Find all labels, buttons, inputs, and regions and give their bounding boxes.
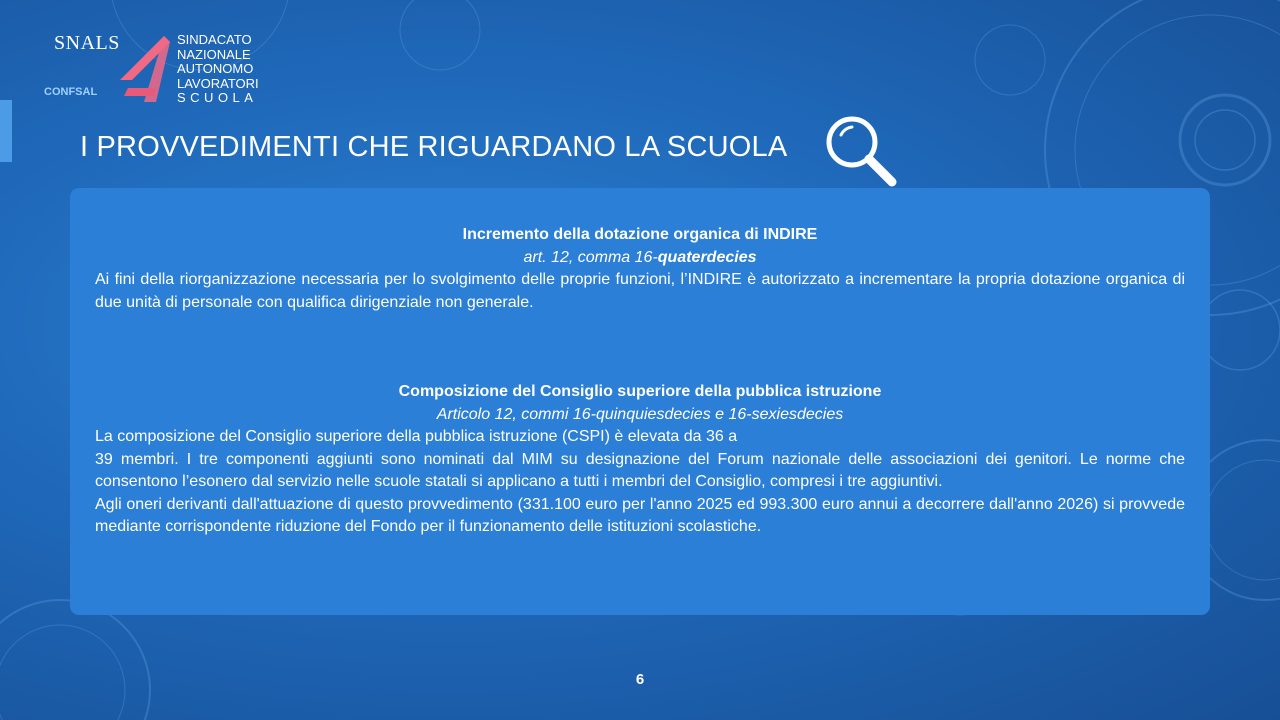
logo-line: LAVORATORI: [177, 75, 259, 91]
search-icon: [822, 112, 898, 188]
section-title: Incremento della dotazione organica di INDIRE: [462, 226, 818, 243]
section-paragraph: 39 membri. I tre componenti aggiunti sono nominati dal MIM su designazione del Forum nazionale delle associazioni dei genitori. Le norme che consentono l’esonero dal servizio nelle scuole statali si applicano a tutti i membri del Consiglio, compresi i tre aggiuntivi.: [95, 450, 1185, 490]
subtitle-prefix: art. 12, comma 16-: [523, 248, 658, 266]
content-panel: [70, 188, 1210, 615]
page-title: I PROVVEDIMENTI CHE RIGUARDANO LA SCUOLA: [80, 131, 788, 163]
logo-mark: [112, 32, 182, 102]
logo-line: SCUOLA: [177, 90, 258, 105]
section-paragraph: Agli oneri derivanti dall'attuazione di questo provvedimento (331.100 euro per l'anno 2025 ed 993.300 euro annui a decorrere dall'anno 2026) si provvede mediante corrispondente riduzione del Fondo per il funzionamento delle istituzioni scolastiche.: [95, 495, 1185, 535]
section-paragraph: Ai fini della riorganizzazione necessaria per lo svolgimento delle proprie funzioni, l’INDIRE è autorizzato a incrementare la propria dotazione organica di due unità di personale con qualifica dirigenziale non generale.: [95, 271, 1185, 311]
accent-bar: [0, 100, 12, 162]
logo-line: SINDACATO: [177, 32, 252, 47]
section-subtitle: [95, 247, 1185, 270]
logo-snals-text: SNALS: [54, 32, 120, 54]
logo-line: AUTONOMO: [177, 61, 254, 76]
logo-line: NAZIONALE: [177, 46, 251, 62]
section-indire: [95, 224, 1185, 314]
subtitle-emphasis: quaterdecies: [657, 248, 757, 266]
snals-logo: [40, 28, 300, 108]
section-paragraph: La composizione del Consiglio superiore della pubblica istruzione (CSPI) è elevata da 36 a: [95, 428, 738, 445]
logo-confsal-text: CONFSAL: [44, 86, 98, 98]
page-number: 6: [635, 671, 645, 688]
section-subtitle: Articolo 12, commi 16-quinquiesdecies e 16-sexiesdecies: [436, 405, 844, 423]
logo-words: [177, 33, 259, 106]
section-title: Composizione del Consiglio superiore della pubblica istruzione: [398, 383, 882, 400]
section-cspi: [95, 381, 1185, 539]
